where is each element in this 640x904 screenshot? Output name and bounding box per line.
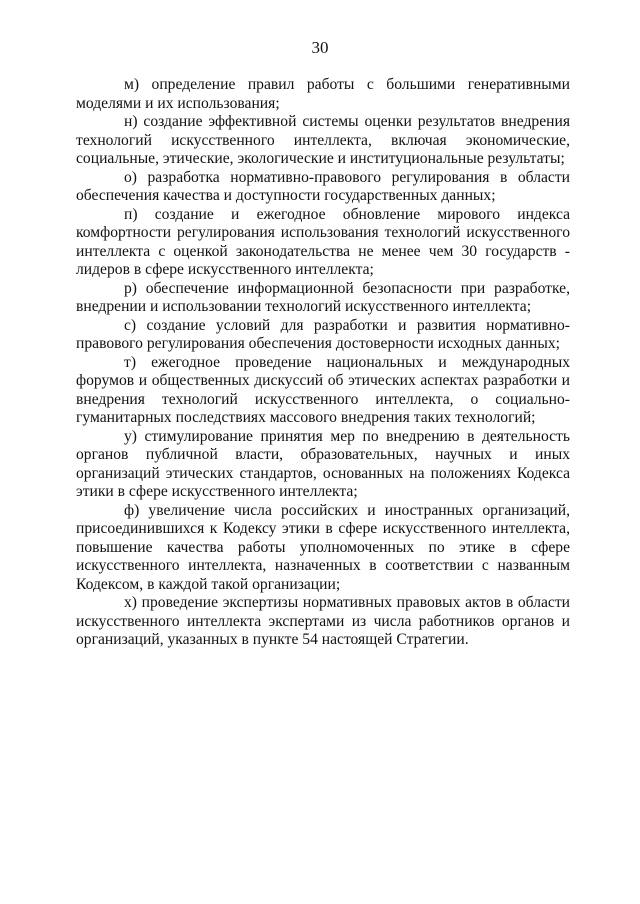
paragraph-r: р) обеспечение информационной безопасности при разработке, внедрении и использовании технологий искусственного интеллекта; (76, 279, 570, 315)
paragraph-s: с) создание условий для разработки и развития нормативно-правового регулирования обеспечения достоверности исходных данных; (76, 316, 570, 352)
paragraph-n: н) создание эффективной системы оценки результатов внедрения технологий искусственного интеллекта, включая экономические, социальные, этические, экологические и институциональные результаты; (76, 113, 570, 167)
document-body (76, 76, 570, 650)
paragraph-t: т) ежегодное проведение национальных и международных форумов и общественных дискуссий об этических аспектах разработки и внедрения технологий искусственного интеллекта, о социально-гуманитарных последствиях массового внедрения таких технологий; (76, 353, 570, 426)
paragraph-m: м) определение правил работы с большими генеративными моделями и их использования; (76, 76, 570, 112)
page-number: 30 (311, 38, 329, 57)
paragraph-u: у) стимулирование принятия мер по внедрению в деятельность органов публичной власти, образовательных, научных и иных организаций этических стандартов, основанных на положениях Кодекса этики в сфере искусственного интеллекта; (76, 427, 570, 500)
paragraph-o: о) разработка нормативно-правового регулирования в области обеспечения качества и доступности государственных данных; (76, 168, 570, 204)
paragraph-kh: х) проведение экспертизы нормативных правовых актов в области искусственного интеллекта экспертами из числа работников органов и организаций, указанных в пункте 54 настоящей Стратегии. (76, 594, 570, 648)
paragraph-f: ф) увеличение числа российских и иностранных организаций, присоединившихся к Кодексу этики в сфере искусственного интеллекта, повышение качества работы уполномоченных по этике в сфере искусственного интеллекта, назначенных в соответствии с названным Кодексом, в каждой такой организации; (76, 501, 570, 593)
paragraph-p: п) создание и ежегодное обновление мирового индекса комфортности регулирования использования технологий искусственного интеллекта с оценкой законодательства не менее чем 30 государств - лидеров в сфере искусственного интеллекта; (76, 205, 570, 278)
